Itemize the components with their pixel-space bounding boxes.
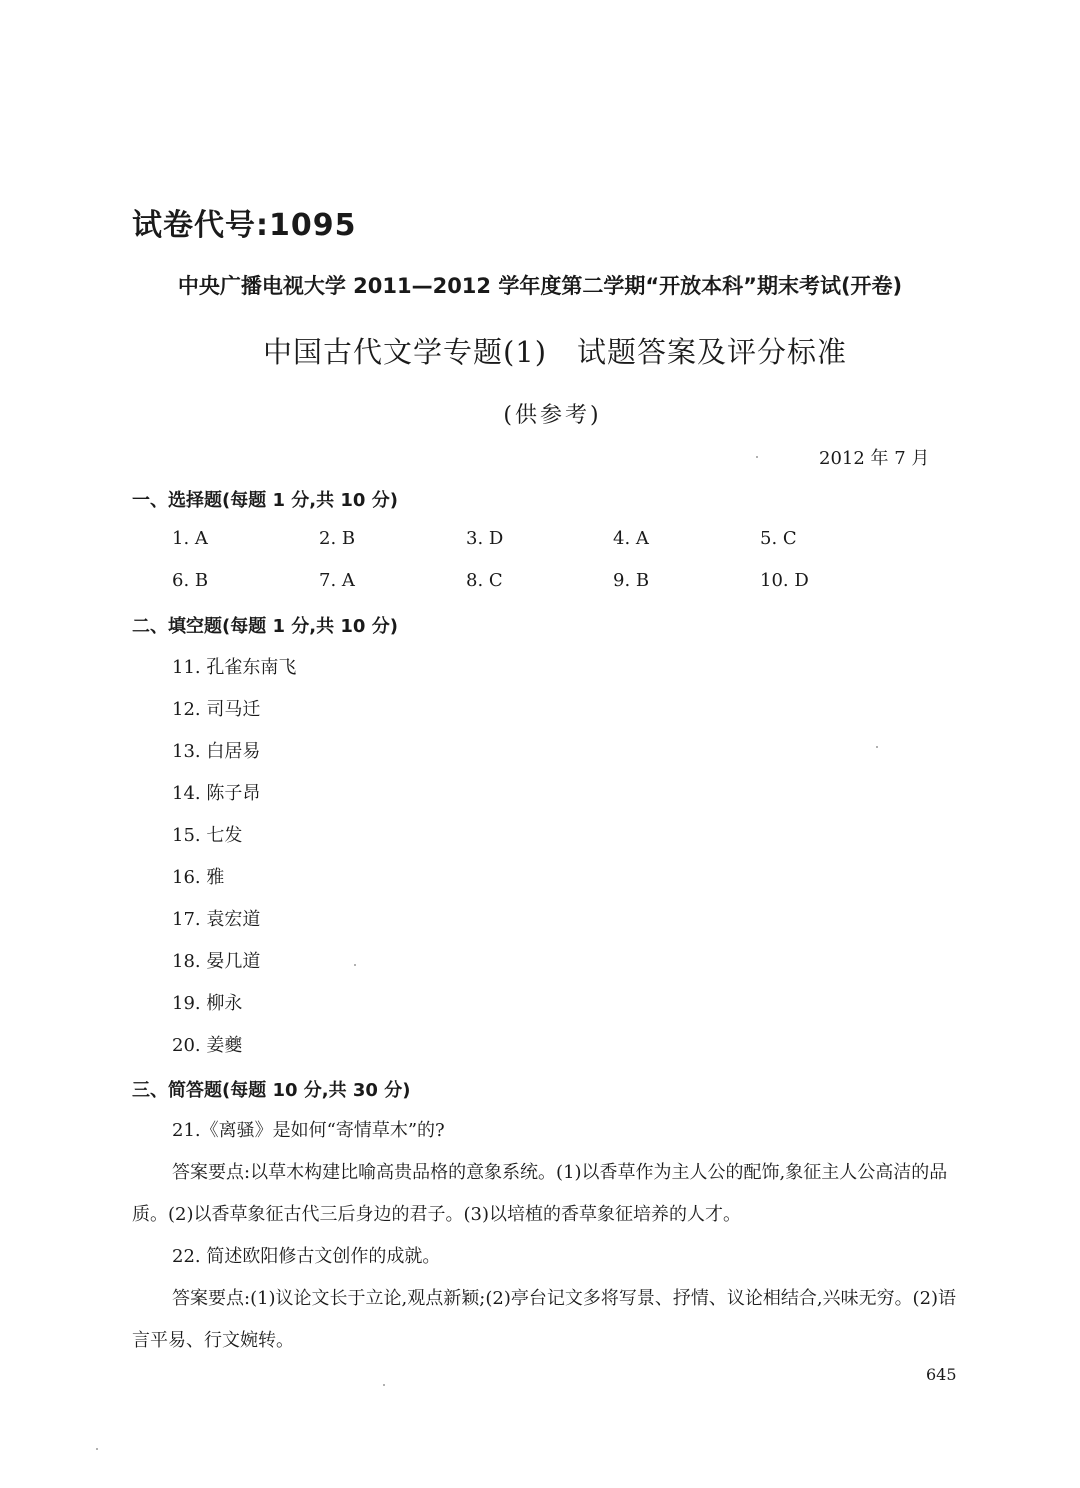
answer-21: 答案要点:以草木构建比喻高贵品格的意象系统。(1)以香草作为主人公的配饰,象征主人公高洁的品质。(2)以香草象征古代三后身边的君子。(3)以培植的香草象征培养的人才。 [132,1162,948,1225]
list-item: 16. 雅 [172,867,225,888]
fill-answers-list [172,654,296,1074]
section-heading-choice: 一、选择题(每题 1 分,共 10 分) [132,490,398,511]
reference-note: (供参考) [503,403,602,428]
scan-speck [876,746,878,748]
answer-22: 答案要点:(1)议论文长于立论,观点新颖;(2)亭台记文多将写景、抒情、议论相结合,兴味无穷。(2)语言平易、行文婉转。 [132,1288,957,1351]
question-21: 21.《离骚》是如何“寄情草木”的? [172,1120,445,1141]
page-number: 645 [926,1365,957,1384]
list-item: 13. 白居易 [172,741,261,762]
choice-answer: 6. B [172,570,209,591]
choice-answer: 10. D [760,570,809,591]
question-22: 22. 简述欧阳修古文创作的成就。 [172,1246,441,1267]
choice-answer: 8. C [466,570,503,591]
list-item: 14. 陈子昂 [172,783,261,804]
choice-answer: 1. A [172,528,208,549]
choice-answer: 7. A [319,570,355,591]
scan-speck [96,1448,98,1450]
choice-answer: 4. A [613,528,649,549]
list-item: 20. 姜夔 [172,1035,243,1056]
scan-speck [354,964,356,966]
page-title: 中国古代文学专题(1) 试题答案及评分标准 [262,335,848,369]
list-item: 18. 晏几道 [172,951,261,972]
choice-answer: 5. C [760,528,797,549]
paper-code: 试卷代号:1095 [132,208,357,243]
exam-line: 中央广播电视大学 2011—2012 学年度第二学期“开放本科”期末考试(开卷) [177,274,903,298]
list-item: 12. 司马迁 [172,699,261,720]
choice-answer: 3. D [466,528,504,549]
section-heading-short-answer: 三、简答题(每题 10 分,共 30 分) [132,1080,411,1101]
choice-answers-grid [172,528,932,612]
choice-answer: 2. B [319,528,356,549]
exam-date: 2012 年 7 月 [819,448,930,469]
scan-speck [383,1384,385,1386]
list-item: 19. 柳永 [172,993,243,1014]
scan-speck [756,456,758,458]
list-item: 17. 袁宏道 [172,909,261,930]
choice-answer: 9. B [613,570,650,591]
list-item: 11. 孔雀东南飞 [172,657,297,678]
list-item: 15. 七发 [172,825,243,846]
section-heading-fill: 二、填空题(每题 1 分,共 10 分) [132,616,398,637]
